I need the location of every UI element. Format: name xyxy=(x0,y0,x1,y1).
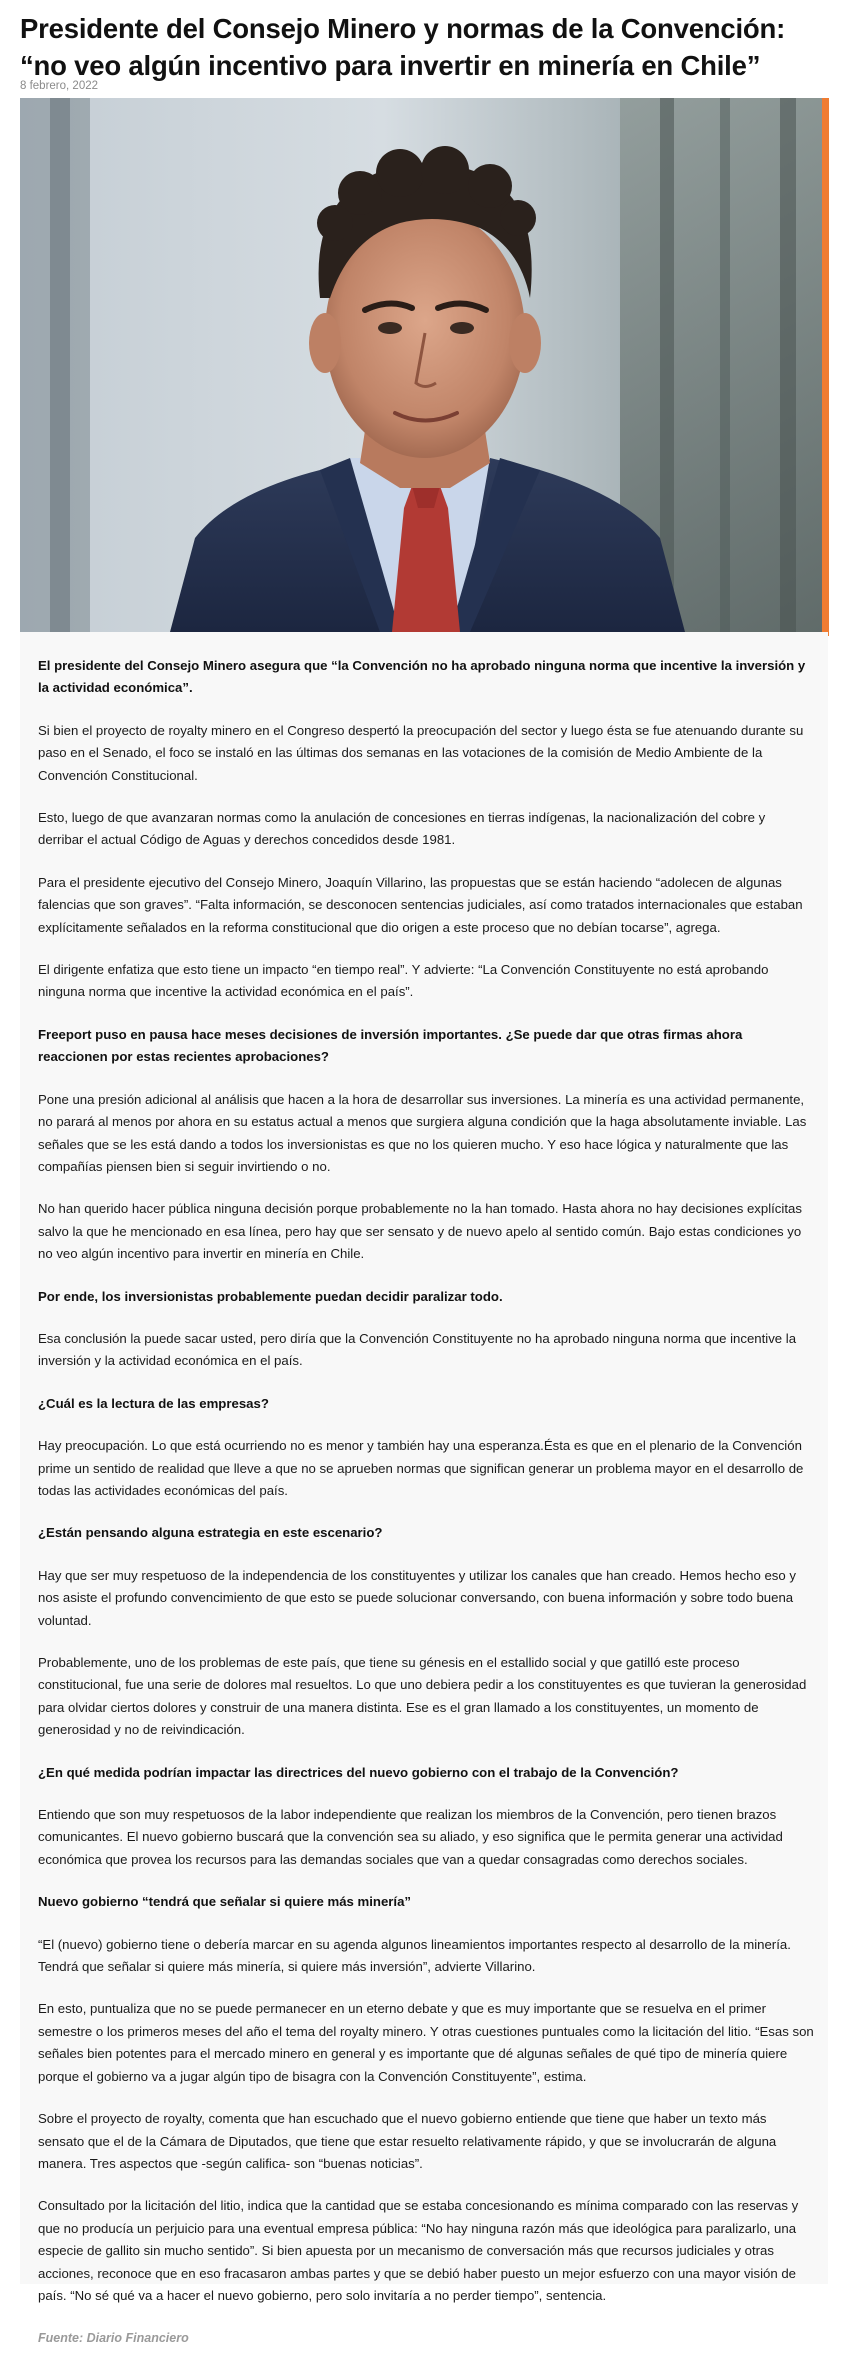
article-subheading: Nuevo gobierno “tendrá que señalar si quiere más minería” xyxy=(38,1894,412,1910)
article-paragraph: Para el presidente ejecutivo del Consejo Minero, Joaquín Villarino, las propuestas que se están haciendo “adolecen de algunas falencias que son graves”. “Falta información, se desconocen sentencias judiciales, así como tratados internacionales que estaban explícitamente señalados en la reforma constitucional que dio origen a este proceso que no debían tocarse”, agrega. xyxy=(38,874,803,935)
article-paragraph: El dirigente enfatiza que esto tiene un impacto “en tiempo real”. Y advierte: “La Convención Constituyente no está aprobando ninguna norma que incentive la actividad económica en el país”. xyxy=(38,962,769,1000)
article-title: Presidente del Consejo Minero y normas de la Convención: “no veo algún incentivo para invertir en minería en Chile” xyxy=(20,13,786,81)
article-paragraph: Entiendo que son muy respetuosos de la labor independiente que realizan los miembros de la Convención, pero tienen brazos comunicantes. El nuevo gobierno buscará que la convención sea su aliado, y eso significa que le permita generar una actividad económica que provea los recursos para las demandas sociales que van a quedar consagradas como derechos sociales. xyxy=(38,1807,783,1867)
article-paragraph: Si bien el proyecto de royalty minero en el Congreso despertó la preocupación del sector y luego ésta se fue atenuando durante su paso en el Senado, el foco se instaló en las últimas dos semanas en las votaciones de la comisión de Medio Ambiente de la Convención Constitucional. xyxy=(38,722,804,783)
article-paragraph: “El (nuevo) gobierno tiene o debería marcar en su agenda algunos lineamientos importantes respecto al desarrollo de la minería. Tendrá que señalar si quiere más minería, si quiere más inversión”, advierte Villarino. xyxy=(38,1936,791,1975)
article-body xyxy=(38,655,814,2370)
article-hero-image xyxy=(20,98,828,632)
article-subheading: ¿Cuál es la lectura de las empresas? xyxy=(38,1395,269,1411)
article-subheading: Por ende, los inversionistas probablemente puedan decidir paralizar todo. xyxy=(38,1288,503,1304)
article-date: 8 febrero, 2022 xyxy=(20,80,99,92)
accent-bar xyxy=(822,98,829,636)
article-paragraph: Esa conclusión la puede sacar usted, pero diría que la Convención Constituyente no ha aprobado ninguna norma que incentive la inversión y la actividad económica en el país. xyxy=(38,1330,797,1369)
article-paragraph: Hay que ser muy respetuoso de la independencia de los constituyentes y utilizar los canales que han creado. Hemos hecho eso y nos asiste el profundo convencimiento de que esto se puede solucionar conversando, con buena información y sobre todo buena voluntad. xyxy=(38,1567,796,1628)
article-paragraph: Consultado por la licitación del litio, indica que la cantidad que se estaba concesionando es mínima comparado con las reservas y que no producía un perjuicio para una eventual empresa pública: “No hay ninguna razón más que ideológica para paralizarlo, una especie de gallito sin mucho sentido”. Si bien apuesta por un mecanismo de conversación más que recursos judiciales y otras acciones, reconoce que en eso fracasaron ambas partes y que se debió haber puesto un mejor esfuerzo con una mayor visión de país. “No sé qué va a hacer el nuevo gobierno, pero solo invitaría a no perder tiempo”, sentencia. xyxy=(38,2198,799,2303)
article-subheading: El presidente del Consejo Minero asegura que “la Convención no ha aprobado ninguna norma que incentive la inversión y la actividad económica”. xyxy=(38,658,806,696)
article-paragraph: En esto, puntualiza que no se puede permanecer en un eterno debate y que es muy importante que se resuelva en el primer semestre o los primeros meses del año el tema del royalty minero. Y otras cuestiones puntuales como la licitación del litio. “Esas son señales bien potentes para el mercado minero en general y es importante que dé algunas señales de qué tipo de minería quiere porque el gobierno va a jugar algún tipo de bisagra con la Convención Constituyente”, estima. xyxy=(38,2001,814,2084)
article-source: Fuente: Diario Financiero xyxy=(38,2331,189,2346)
article-paragraph: No han querido hacer pública ninguna decisión porque probablemente no la han tomado. Hasta ahora no hay decisiones explícitas salvo la que he mencionado en esa línea, pero hay que ser sensato y de nuevo apelo al sentido común. Bajo estas condiciones yo no veo algún incentivo para invertir en minería en Chile. xyxy=(38,1201,802,1262)
portrait-photo xyxy=(20,98,828,632)
article-subheading: ¿En qué medida podrían impactar las directrices del nuevo gobierno con el trabajo de la Convención? xyxy=(38,1764,679,1780)
article-paragraph: Hay preocupación. Lo que está ocurriendo no es menor y también hay una esperanza.Ésta es que en el plenario de la Convención prime un sentido de realidad que lleve a que no se aprueben normas que significan generar un problema mayor en el desarrollo de todas las actividades económicas del país. xyxy=(38,1438,804,1498)
article-subheading: Freeport puso en pausa hace meses decisiones de inversión importantes. ¿Se puede dar que otras firmas ahora reaccionen por estas recientes aprobaciones? xyxy=(38,1026,743,1065)
article-paragraph: Esto, luego de que avanzaran normas como la anulación de concesiones en tierras indígenas, la nacionalización del cobre y derribar el actual Código de Aguas y derechos concedidos desde 1981. xyxy=(38,810,766,848)
article-paragraph: Probablemente, uno de los problemas de este país, que tiene su génesis en el estallido social y que gatilló este proceso constitucional, fue una serie de dolores mal resueltos. Lo que uno debiera pedir a los constituyentes es que tuvieran la generosidad para olvidar ciertos dolores y construir de una manera distinta. Ese es el gran llamado a los constituyentes, un momento de generosidad y no de reivindicación. xyxy=(38,1655,807,1738)
article-subheading: ¿Están pensando alguna estrategia en este escenario? xyxy=(38,1525,383,1541)
article-paragraph: Sobre el proyecto de royalty, comenta que han escuchado que el nuevo gobierno entiende que tiene que haber un texto más sensato que el de la Cámara de Diputados, que tiene que estar resuelto relativamente rápido, y que se involucrarán de alguna manera. Tres aspectos que -según califica- son “buenas noticias”. xyxy=(38,2111,777,2171)
article-paragraph: Pone una presión adicional al análisis que hacen a la hora de desarrollar sus inversiones. La minería es una actividad permanente, no parará al menos por ahora en su estatus actual a menos que surgiera alguna condición que la haga absolutamente inviable. Las señales que se les está dando a todos los inversionistas es que no los quieren mucho. Y eso hace lógica y naturalmente que las compañías piensen bien si seguir invirtiendo o no. xyxy=(38,1091,807,1174)
